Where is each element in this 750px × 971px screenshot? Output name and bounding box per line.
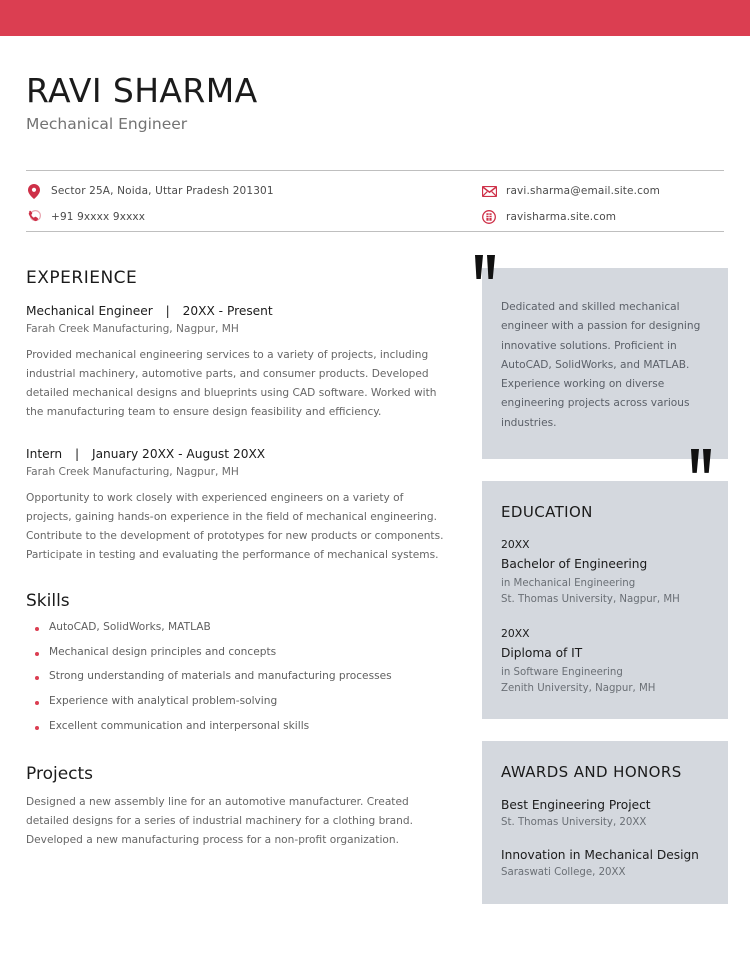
job-role: Intern	[26, 447, 63, 462]
skill-text: Mechanical design principles and concepts	[49, 645, 277, 658]
bullet-icon	[35, 701, 39, 705]
award-name: Innovation in Mechanical Design	[501, 848, 699, 863]
education-school: St. Thomas University, Nagpur, MH	[501, 593, 680, 605]
contact-address[interactable]	[26, 180, 481, 202]
list-item	[26, 645, 446, 660]
top-accent-bar	[0, 0, 750, 36]
education-field: in Software Engineering	[501, 667, 623, 679]
job-title-line	[26, 304, 446, 318]
job-description: Provided mechanical engineering services to a variety of projects, including industrial machinery, automotive parts, and consumer products. Developed detailed mechanical designs and blueprints using CAD software. Worked with the manufacturing team to ensure design feasibility and efficiency.	[26, 349, 437, 418]
skill-text: Excellent communication and interpersonal skills	[49, 720, 310, 733]
list-item	[26, 669, 446, 684]
award-item	[501, 798, 709, 828]
education-item	[501, 538, 709, 608]
sidebar-column	[482, 268, 728, 904]
contact-email-text: ravi.sharma@email.site.com	[506, 185, 660, 197]
contact-website-text: ravisharma.site.com	[506, 211, 617, 223]
award-item	[501, 848, 709, 878]
contact-address-text: Sector 25A, Noida, Uttar Pradesh 201301	[51, 185, 274, 197]
job-company: Farah Creek Manufacturing, Nagpur, MH	[26, 323, 239, 335]
page-title: RAVI SHARMA	[26, 71, 258, 110]
education-year: 20XX	[501, 627, 530, 641]
experience-heading: EXPERIENCE	[26, 268, 138, 288]
summary-panel	[482, 268, 728, 459]
education-panel	[482, 481, 728, 719]
job-role: Mechanical Engineer	[26, 304, 153, 318]
education-degree: Bachelor of Engineering	[501, 556, 648, 571]
bullet-icon	[35, 652, 39, 656]
experience-item	[26, 447, 446, 564]
bullet-icon	[35, 726, 39, 730]
contact-phone-text: +91 9xxxx 9xxxx	[51, 211, 146, 223]
projects-heading: Projects	[26, 763, 94, 784]
awards-panel	[482, 741, 728, 904]
contact-column-left	[26, 180, 481, 232]
contact-column-right	[481, 180, 726, 232]
education-degree: Diploma of IT	[501, 646, 583, 661]
job-company: Farah Creek Manufacturing, Nagpur, MH	[26, 466, 239, 479]
contact-website[interactable]	[481, 206, 726, 228]
bullet-icon	[35, 676, 39, 680]
projects-description: Designed a new assembly line for an automotive manufacturer. Created detailed designs for a series of industrial machinery for a clothing brand. Developed a new manufacturing process for a non-profit organization.	[26, 795, 413, 846]
skill-text: AutoCAD, SolidWorks, MATLAB	[49, 620, 211, 633]
skill-text: Experience with analytical problem-solving	[49, 695, 278, 708]
experience-item	[26, 304, 446, 421]
education-school: Zenith University, Nagpur, MH	[501, 683, 656, 695]
award-org: St. Thomas University, 20XX	[501, 817, 647, 829]
skills-list	[26, 620, 446, 734]
globe-icon	[481, 209, 497, 225]
job-dates: January 20XX - August 20XX	[91, 447, 266, 462]
skill-text: Strong understanding of materials and manufacturing processes	[49, 670, 392, 683]
phone-icon	[26, 209, 42, 225]
location-pin-icon	[26, 183, 42, 199]
award-org: Saraswati College, 20XX	[501, 867, 626, 879]
main-column	[26, 268, 446, 849]
contact-strip	[26, 180, 726, 232]
education-heading: EDUCATION	[501, 502, 593, 521]
award-name: Best Engineering Project	[501, 798, 651, 813]
header-subtitle: Mechanical Engineer	[26, 114, 188, 133]
skills-heading: Skills	[26, 590, 70, 611]
job-dates: 20XX - Present	[182, 304, 273, 318]
job-separator: |	[165, 304, 170, 318]
bullet-icon	[35, 627, 39, 631]
resume-header	[26, 72, 726, 134]
quote-close-icon	[691, 449, 711, 473]
job-separator: |	[75, 447, 80, 462]
envelope-icon	[481, 183, 497, 199]
contact-phone[interactable]	[26, 206, 481, 228]
list-item	[26, 620, 446, 635]
list-item	[26, 719, 446, 734]
education-field: in Mechanical Engineering	[501, 577, 636, 589]
list-item	[26, 694, 446, 709]
job-title-line	[26, 447, 446, 461]
awards-heading: AWARDS AND HONORS	[501, 763, 682, 782]
summary-text: Dedicated and skilled mechanical engineer with a passion for designing innovative solutions. Proficient in AutoCAD, SolidWorks, and MATLAB. Experience working on diverse engineering projects across various industries.	[501, 301, 701, 429]
quote-open-icon	[475, 255, 495, 279]
job-description: Opportunity to work closely with experienced engineers on a variety of projects, gaining hands-on experience in the field of mechanical engineering. Contribute to the development of prototypes for new products or components. Participate in testing and evaluating the performance of mechanical systems.	[26, 492, 444, 561]
contact-divider-top	[26, 170, 724, 171]
education-year: 20XX	[501, 537, 530, 551]
contact-email[interactable]	[481, 180, 726, 202]
education-item	[501, 627, 709, 697]
summary-section	[482, 268, 728, 459]
